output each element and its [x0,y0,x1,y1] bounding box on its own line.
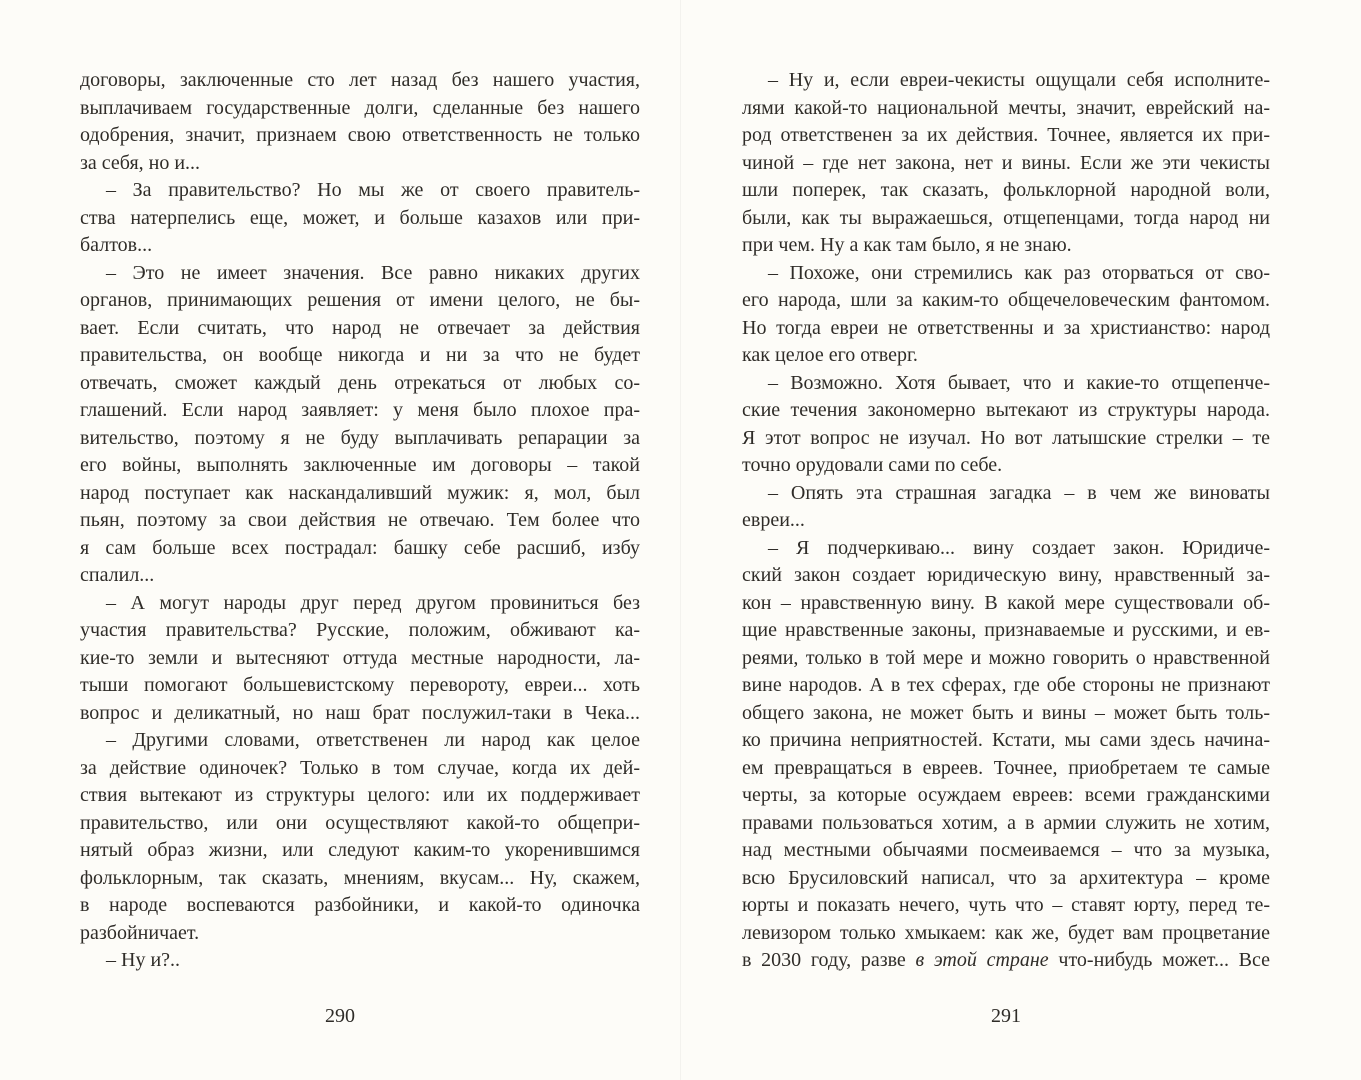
text-line: ем превращаться в евреев. Точнее, приобретаем те самые [742,756,1270,779]
text-line: ко причина неприятностей. Кстати, мы сами здесь начина- [742,729,1270,751]
text-line: одобрения, значит, признаем свою ответственность не только [80,124,640,146]
text-line: правами пользоваться хотим, а в армии служить не хотим, [742,811,1270,834]
text-line: правительства, он вообще никогда и ни за что не будет [80,344,640,366]
text-line: пьян, поэтому за свои действия не отвечаю. Тем более что [80,509,640,531]
text-line: – Опять эта страшная загадка – в чем же виноваты [768,481,1270,504]
text-line: – Ну и, если евреи-чекисты ощущали себя исполните- [768,69,1270,91]
text-line: кие-то земли и вытесняют оттуда местные народности, ла- [80,646,640,669]
italic-phrase: в этой стране [915,949,1049,971]
text-line: спалил... [80,564,155,586]
text-line: Но тогда евреи не ответственны и за христианство: народ [742,316,1270,339]
text-line: – Это не имеет значения. Все равно никаких других [106,261,640,284]
text-line: над местными обычаями посмеиваемся – что за музыка, [742,839,1270,861]
text-line: – Я подчеркиваю... вину создает закон. Юридиче- [768,536,1270,559]
text-line: в народе воспеваются разбойники, и какой-то одиночка [80,894,640,916]
text-line: – Возможно. Хотя бывает, что и какие-то отщепенче- [768,371,1270,394]
text-line: Я этот вопрос не изучал. Но вот латышские стрелки – те [742,426,1270,449]
text-line: черты, за которые осуждаем евреев: всеми гражданскими [742,784,1270,806]
text-line: шли поперек, так сказать, фольклорной народной воли, [742,179,1270,201]
text-line: чиной – где нет закона, нет и вины. Если же эти чекисты [742,151,1270,174]
text-line: ские течения закономерно вытекают из структуры народа. [742,399,1270,421]
text-line: договоры, заключенные сто лет назад без нашего участия, [80,69,640,91]
text-line: реями, только в той мере и можно говорить о нравственной [742,646,1270,669]
page-number: 290 [325,1005,355,1027]
text-line: при чем. Ну а как там было, я не знаю. [742,234,1072,256]
text-line: вительство, поэтому я не буду выплачивать репарации за [80,426,640,449]
text-line: щие нравственные законы, признаваемые и русскими, и ев- [742,619,1270,641]
text-line: кон – нравственную вину. В какой мере существовали об- [742,591,1270,614]
text-line: ский закон создает юридическую вину, нравственный за- [742,564,1270,586]
text-line: балтов... [80,234,153,256]
text-line: правительство, или они осуществляют какой-то общепри- [80,811,640,834]
text-line: глашений. Если народ заявляет: у меня было плохое пра- [80,399,640,421]
text-line: разбойничает. [80,921,200,944]
text-line: народ поступает как наскандаливший мужик: я, мол, был [80,481,640,504]
text-line: – Другими словами, ответственен ли народ как целое [106,729,640,751]
right-page [681,0,1361,1080]
text-line: в 2030 году, разве в этой стране что-нибудь может... Все [742,949,1270,971]
text-line: органов, принимающих решения от имени целого, не бы- [80,289,640,311]
text-line: левизором только хмыкаем: как же, будет вам процветание [742,921,1270,944]
text-line: евреи... [742,509,805,531]
text-line: фольклорным, так сказать, мнениям, вкусам... Ну, скажем, [80,866,640,889]
text-line: были, как ты выражаешься, отщепенцами, тогда народ ни [742,206,1270,229]
text-line: род ответственен за их действия. Точнее, является их при- [742,124,1270,146]
text-line: лями какой-то национальной мечты, значит, еврейский на- [742,96,1270,119]
text-line: участия правительства? Русские, положим, обживают ка- [80,619,640,641]
text-line: общего закона, не может быть и вины – может быть толь- [742,701,1270,724]
text-line: всю Брусиловский написал, что за архитектура – кроме [742,866,1270,889]
text-line: вает. Если считать, что народ не отвечает за действия [80,316,640,339]
text-line: его войны, выполнять заключенные им договоры – такой [80,454,640,476]
text-line: я сам больше всех пострадал: башку себе расшиб, избу [80,536,640,559]
text-line: ства натерпелись еще, может, и больше казахов или при- [80,206,640,229]
text-line: вине народов. А в тех сферах, где обе стороны не признают [742,674,1270,696]
text-line: – Ну и?.. [106,949,181,971]
text-line: нятый образ жизни, или следуют каким-то укоренившимся [80,839,640,861]
text-line: – За правительство? Но мы же от своего правитель- [106,179,640,201]
text-line: за себя, но и... [80,151,201,174]
text-line: за действие одиночек? Только в том случае, когда их дей- [80,756,640,779]
text-line: ствия вытекают из структуры целого: или их поддерживает [80,784,640,806]
left-page [0,0,680,1080]
text-line: его народа, шли за каким-то общечеловеческим фантомом. [742,289,1270,311]
page-number: 291 [991,1005,1021,1027]
text-line: тыши помогают большевистскому перевороту, евреи... хоть [80,674,640,696]
text-line: отвечать, сможет каждый день отрекаться от любых со- [80,371,640,394]
text-line: – А могут народы друг перед другом провиниться без [106,591,640,614]
text-line: – Похоже, они стремились как раз оторваться от сво- [768,261,1270,284]
text-line: точно орудовали сами по себе. [742,454,1003,476]
text-line: как целое его отверг. [742,344,918,366]
text-line: выплачиваем государственные долги, сделанные без нашего [80,96,640,119]
text-line: юрты и показать нечего, чуть что – ставят юрту, перед те- [742,894,1270,916]
text-line: вопрос и деликатный, но наш брат послужил-таки в Чека... [80,701,640,724]
